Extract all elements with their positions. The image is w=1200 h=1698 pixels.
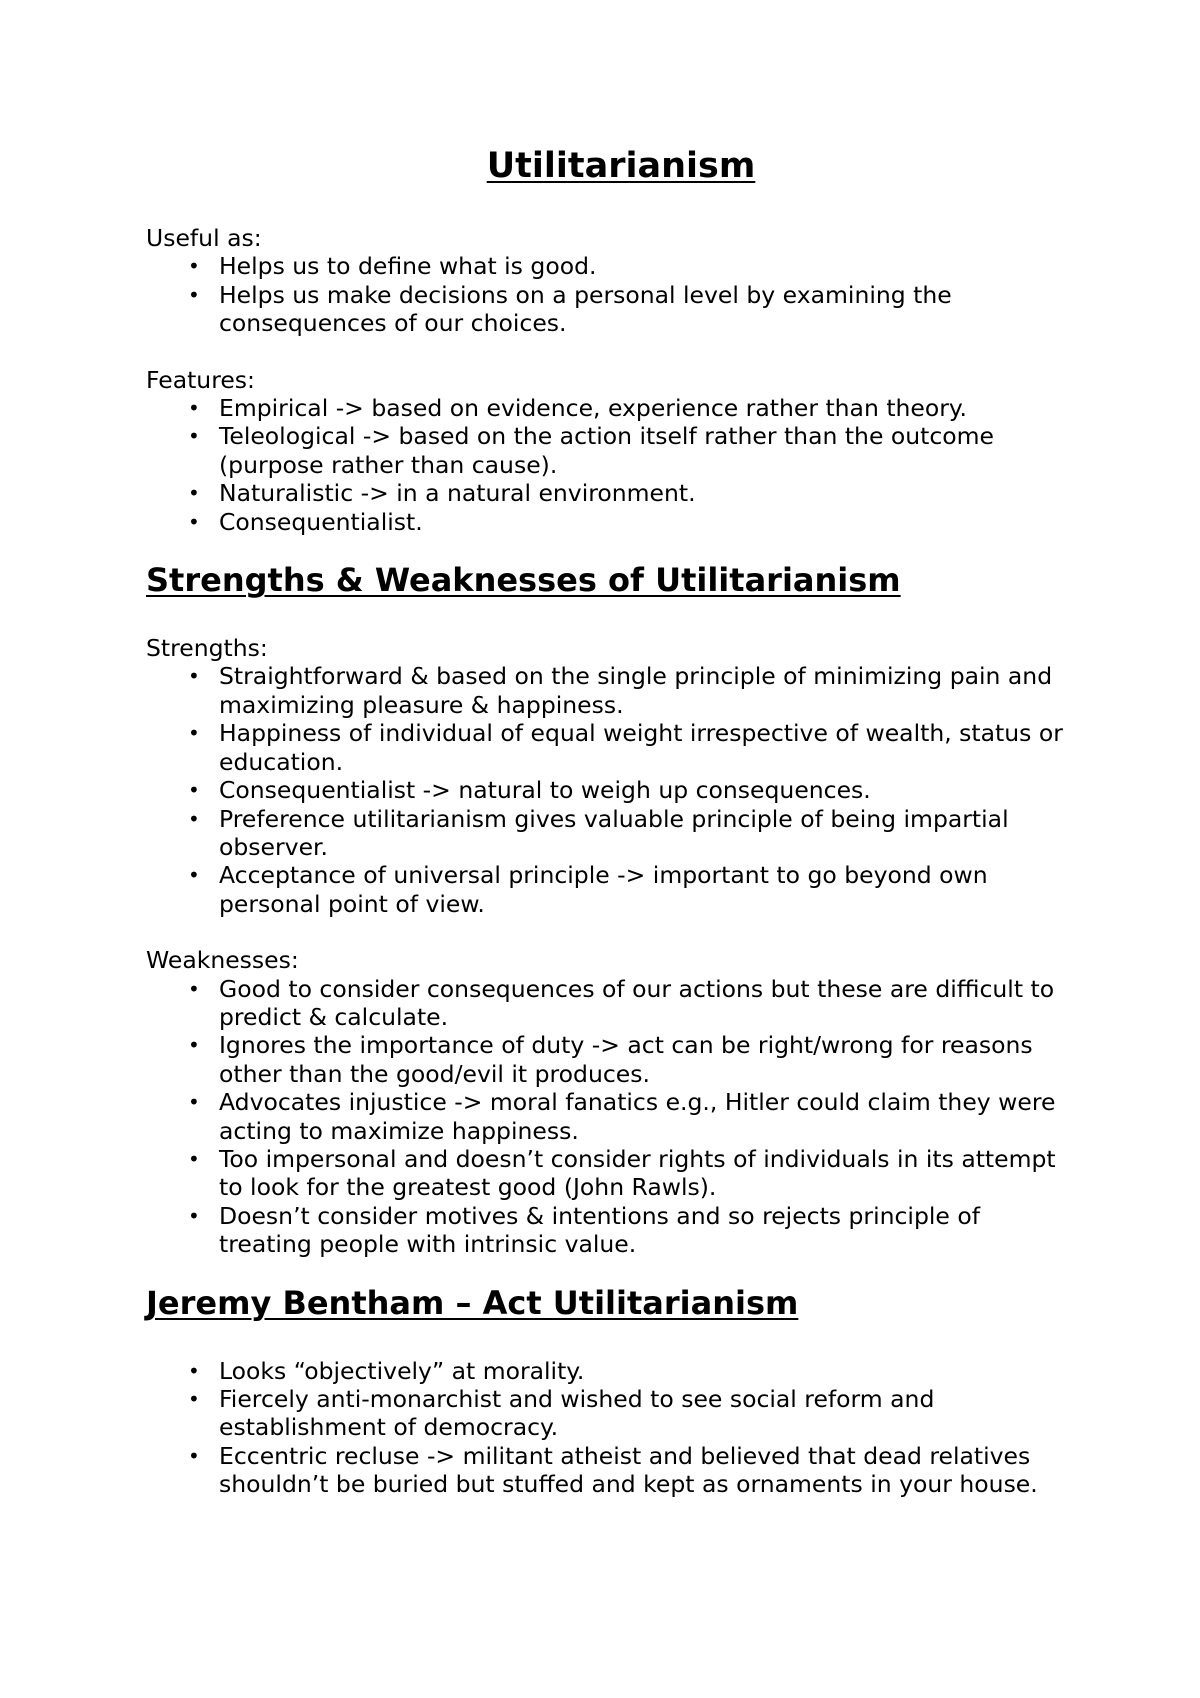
list-item: [146, 394, 1080, 422]
list-item: [146, 805, 1080, 862]
bullet-icon: •: [188, 1387, 200, 1411]
list-item: [146, 1385, 1080, 1442]
bullet-icon: •: [188, 1033, 200, 1058]
list-item-text: Looks “objectively” at morality.: [219, 1356, 585, 1385]
bentham-list: [146, 1357, 1080, 1499]
bentham-heading: Jeremy Bentham – Act Utilitarianism: [146, 1283, 799, 1322]
bullet-icon: •: [188, 1090, 200, 1115]
list-item: [146, 776, 1080, 804]
useful-section: [146, 224, 1080, 338]
list-item-text: Consequentialist.: [219, 507, 423, 536]
list-item: [146, 1088, 1080, 1145]
list-item: [146, 508, 1080, 536]
bullet-icon: •: [188, 254, 200, 279]
bullet-icon: •: [188, 396, 200, 421]
list-item-text: Ignores the importance of duty -> act can be right/wrong for reasons other than the good/evil it produces.: [219, 1031, 1033, 1088]
bentham-section: [146, 1281, 1080, 1499]
useful-label: Useful as:: [146, 224, 262, 252]
list-item-text: Acceptance of universal principle -> important to go beyond own personal point of view.: [219, 861, 988, 918]
list-item: [146, 1357, 1080, 1385]
list-item-text: Consequentialist -> natural to weigh up consequences.: [219, 776, 871, 805]
bullet-icon: •: [188, 778, 200, 803]
list-item-text: Straightforward & based on the single principle of minimizing pain and maximizing pleasure & happiness.: [219, 662, 1053, 719]
strengths-section: [146, 634, 1080, 918]
list-item-text: Helps us to define what is good.: [219, 252, 597, 281]
bullet-icon: •: [188, 721, 200, 746]
list-item: [146, 1031, 1080, 1088]
bullet-icon: •: [188, 481, 200, 506]
useful-list: [146, 252, 1080, 337]
list-item: [146, 479, 1080, 507]
bullet-icon: •: [188, 1443, 200, 1468]
features-label: Features:: [146, 365, 255, 394]
list-item-text: Preference utilitarianism gives valuable principle of being impartial observer.: [219, 804, 1009, 861]
bullet-icon: •: [188, 1146, 200, 1171]
list-item: [146, 1442, 1080, 1499]
list-item: [146, 281, 1080, 338]
strengths-weaknesses-section: [146, 558, 1080, 1259]
list-item-text: Eccentric recluse -> militant atheist and believed that dead relatives shouldn’t be buried but stuffed and kept as ornaments in your house.: [219, 1441, 1038, 1499]
list-item-text: Naturalistic -> in a natural environment.: [219, 479, 696, 508]
list-item: [146, 252, 1080, 280]
list-item-text: Advocates injustice -> moral fanatics e.g., Hitler could claim they were acting to maximize happiness.: [219, 1088, 1056, 1145]
list-item: [146, 1202, 1080, 1259]
list-item-text: Teleological -> based on the action itself rather than the outcome (purpose rather than cause).: [219, 422, 995, 479]
list-item-text: Too impersonal and doesn’t consider rights of individuals in its attempt to look for the greatest good (John Rawls).: [219, 1144, 1056, 1202]
list-item-text: Good to consider consequences of our actions but these are difficult to predict & calculate.: [219, 974, 1055, 1031]
weaknesses-section: [146, 946, 1080, 1258]
page-title: Utilitarianism: [486, 146, 756, 186]
features-section: [146, 366, 1080, 536]
bullet-icon: •: [188, 1358, 200, 1383]
bullet-icon: •: [188, 424, 200, 449]
list-item: [146, 1145, 1080, 1202]
weaknesses-list: [146, 975, 1080, 1259]
list-item-text: Helps us make decisions on a personal level by examining the consequences of our choices.: [219, 280, 952, 338]
weaknesses-label: Weaknesses:: [146, 946, 299, 975]
bullet-icon: •: [188, 863, 200, 888]
bullet-icon: •: [188, 806, 200, 831]
list-item-text: Empirical -> based on evidence, experience rather than theory.: [219, 394, 967, 423]
list-item: [146, 975, 1080, 1032]
list-item: [146, 861, 1080, 918]
strengths-list: [146, 662, 1080, 918]
list-item: [146, 662, 1080, 719]
list-item-text: Doesn’t consider motives & intentions and so rejects principle of treating people with intrinsic value.: [219, 1201, 980, 1259]
list-item-text: Happiness of individual of equal weight irrespective of wealth, status or education.: [219, 719, 1063, 776]
bullet-icon: •: [188, 976, 200, 1001]
strengths-label: Strengths:: [146, 634, 268, 663]
features-list: [146, 394, 1080, 536]
bullet-icon: •: [188, 282, 200, 307]
list-item: [146, 422, 1080, 479]
bullet-icon: •: [188, 509, 200, 534]
list-item: [146, 719, 1080, 776]
bullet-icon: •: [188, 1203, 200, 1228]
strengths-weaknesses-heading: Strengths & Weaknesses of Utilitarianism: [146, 561, 901, 600]
bullet-icon: •: [188, 664, 200, 689]
list-item-text: Fiercely anti-monarchist and wished to see social reform and establishment of democracy.: [219, 1385, 935, 1442]
